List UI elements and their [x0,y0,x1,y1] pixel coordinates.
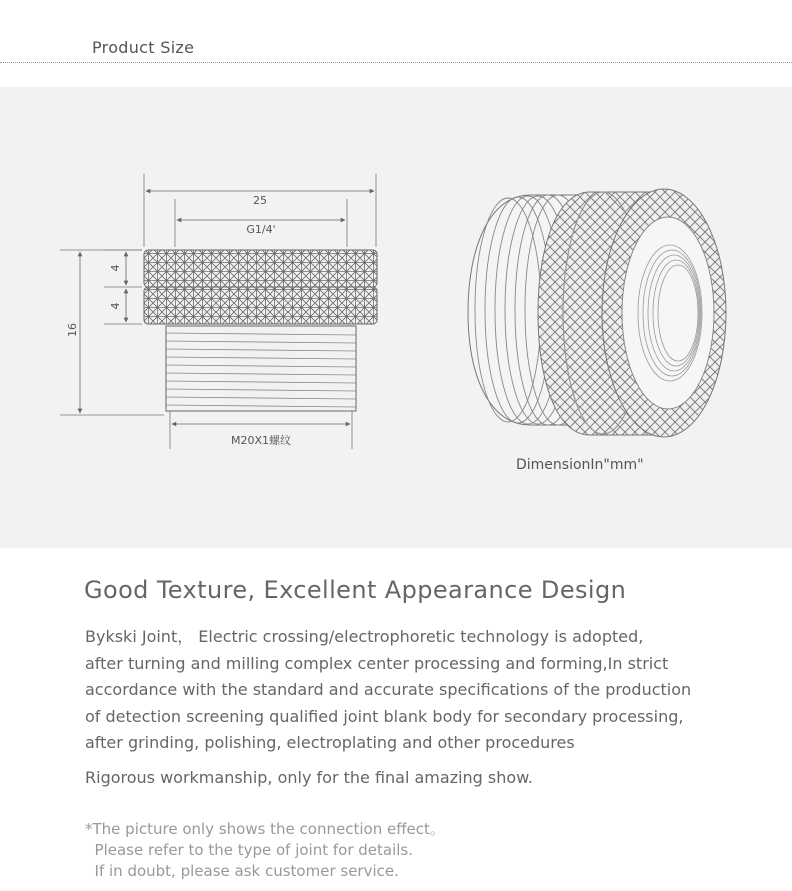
second-knurled-band [144,287,377,324]
dimension-unit-caption: DimensionIn"mm" [516,457,644,473]
footnote-line: *The picture only shows the connection effect。 [85,820,445,838]
headline: Good Texture, Excellent Appearance Design [84,576,627,604]
body-paragraph [85,624,691,757]
tagline: Rigorous workmanship, only for the final amazing show. [85,768,533,787]
total-height-label: 16 [66,323,79,337]
thread-outer-label: M20X1螺纹 [230,434,292,447]
technical-drawing [0,87,792,548]
top-knurled-band [144,250,377,287]
footnote [85,819,445,882]
top-band-height-label: 4 [109,264,122,272]
body-line: Bykski Joint， Electric crossing/electrophoretic technology is adopted, [85,627,644,646]
body-line: accordance with the standard and accurate specifications of the production [85,680,692,699]
body-line: after turning and milling complex center processing and forming,In strict [85,653,669,673]
second-band-height-label: 4 [109,302,122,310]
total-width-label: 25 [253,194,267,207]
footnote-line: If in doubt, please ask customer service. [85,862,399,880]
isometric-view-drawing [468,189,726,437]
thread-inner-label: G1/4' [246,223,276,236]
product-size-figure [0,87,792,548]
section-divider [0,62,792,63]
footnote-line: Please refer to the type of joint for details. [85,841,414,859]
section-title: Product Size [92,38,195,57]
body-line: after grinding, polishing, electroplating and other procedures [85,733,575,752]
body-line: of detection screening qualified joint blank body for secondary processing, [85,706,684,726]
side-view-drawing [60,174,377,449]
